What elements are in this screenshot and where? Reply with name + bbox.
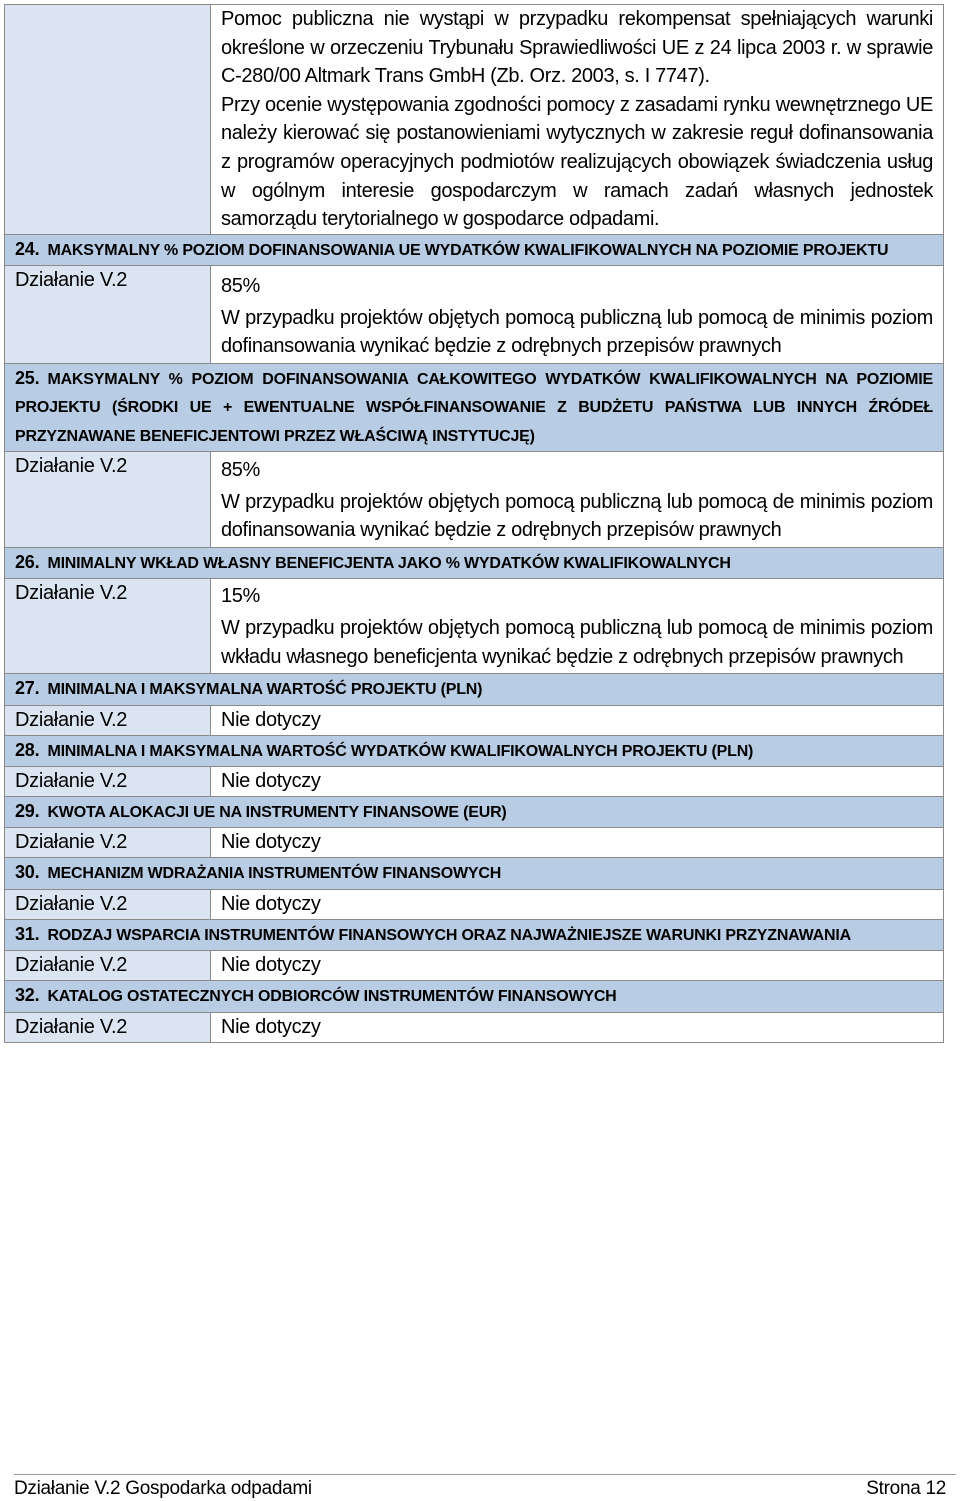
- section-title: RODZAJ WSPARCIA INSTRUMENTÓW FINANSOWYCH ORAZ NAJWAŻNIEJSZE WARUNKI PRZYZNAWANIA: [47, 926, 851, 944]
- section-title: MINIMALNA I MAKSYMALNA WARTOŚĆ PROJEKTU (PLN): [47, 681, 483, 699]
- row-label: Działanie V.2: [5, 452, 211, 547]
- row-label: Działanie V.2: [5, 579, 211, 673]
- row-label: Działanie V.2: [5, 1013, 211, 1042]
- row-value-cell: [211, 579, 943, 673]
- row-value-cell: [211, 266, 943, 363]
- section-title: KWOTA ALOKACJI UE NA INSTRUMENTY FINANSOWE (EUR): [47, 803, 507, 821]
- section-26-header: [4, 548, 944, 579]
- row-note: W przypadku projektów objętych pomocą publiczną lub pomocą de minimis poziom dofinansowania wynikać będzie z odrębnych przepisów prawnych: [221, 306, 933, 358]
- intro-text-cell: [211, 5, 943, 234]
- footer-document-title: Działanie V.2 Gospodarka odpadami: [14, 1478, 312, 1499]
- section-29-row: [4, 828, 944, 858]
- row-value: 15%: [221, 585, 260, 608]
- section-29-header: [4, 797, 944, 828]
- footer-page-number: Strona 12: [866, 1478, 946, 1499]
- section-31-header: [4, 920, 944, 951]
- section-30-row: [4, 890, 944, 920]
- section-24-row: [4, 266, 944, 364]
- section-number: 31.: [15, 923, 40, 944]
- row-value: Nie dotyczy: [221, 831, 321, 854]
- section-27-header: [4, 674, 944, 705]
- section-title: MECHANIZM WDRAŻANIA INSTRUMENTÓW FINANSOWYCH: [47, 865, 502, 883]
- row-value-cell: [211, 452, 943, 547]
- section-number: 32.: [15, 985, 40, 1006]
- row-label: Działanie V.2: [5, 890, 211, 919]
- intro-label-cell: [5, 5, 211, 234]
- section-25-header: [4, 364, 944, 452]
- section-title: MINIMALNY WKŁAD WŁASNY BENEFICJENTA JAKO % WYDATKÓW KWALIFIKOWALNYCH: [47, 554, 731, 572]
- section-32-header: [4, 981, 944, 1012]
- section-number: 29.: [15, 800, 40, 821]
- row-value: Nie dotyczy: [221, 954, 321, 977]
- row-label: Działanie V.2: [5, 266, 211, 363]
- row-value: Nie dotyczy: [221, 892, 321, 915]
- row-note: W przypadku projektów objętych pomocą publiczną lub pomocą de minimis poziom wkładu własnego beneficjenta wynikać będzie z odrębnych przepisów prawnych: [221, 616, 933, 668]
- section-title: MAKSYMALNY % POZIOM DOFINANSOWANIA CAŁKOWITEGO WYDATKÓW KWALIFIKOWALNYCH NA POZIOMIE PROJEKTU (ŚRODKI UE + EWENTUALNE WSPÓŁFINANSOWANIE Z BUDŻETU PAŃSTWA LUB INNYCH ŹRÓDEŁ PRZYZNAWANE BENEFICJENTOWI PRZEZ WŁAŚCIWĄ INSTYTUCJĘ): [15, 370, 933, 445]
- section-32-row: [4, 1013, 944, 1043]
- row-value: 85%: [221, 275, 260, 298]
- row-value: 85%: [221, 459, 260, 482]
- row-value: Nie dotyczy: [221, 769, 321, 792]
- row-value: Nie dotyczy: [221, 1015, 321, 1038]
- section-title: MAKSYMALNY % POZIOM DOFINANSOWANIA UE WYDATKÓW KWALIFIKOWALNYCH NA POZIOMIE PROJEKTU: [47, 241, 889, 259]
- section-number: 26.: [15, 551, 40, 572]
- document-table: [4, 4, 944, 1043]
- section-number: 28.: [15, 739, 40, 760]
- row-value: Nie dotyczy: [221, 708, 321, 731]
- section-number: 24.: [15, 238, 40, 259]
- section-26-row: [4, 579, 944, 674]
- page-footer: [14, 1474, 956, 1500]
- section-number: 27.: [15, 678, 40, 699]
- row-label: Działanie V.2: [5, 951, 211, 980]
- section-31-row: [4, 951, 944, 981]
- row-label: Działanie V.2: [5, 767, 211, 796]
- row-label: Działanie V.2: [5, 706, 211, 735]
- section-title: KATALOG OSTATECZNYCH ODBIORCÓW INSTRUMENTÓW FINANSOWYCH: [47, 988, 617, 1006]
- intro-paragraph-2: Przy ocenie występowania zgodności pomocy z zasadami rynku wewnętrznego UE należy kierować się postanowieniami wytycznych w zakresie reguł dofinansowania z programów operacyjnych podmiotów realizujących obowiązek świadczenia usług w ogólnym interesie gospodarczym w ramach zadań własnych jednostek samorządu terytorialnego w gospodarce odpadami.: [221, 93, 933, 231]
- section-28-row: [4, 767, 944, 797]
- section-number: 25.: [15, 367, 40, 388]
- section-27-row: [4, 706, 944, 736]
- intro-paragraph-1: Pomoc publiczna nie wystąpi w przypadku rekompensat spełniających warunki określone w orzeczeniu Trybunału Sprawiedliwości UE z 24 lipca 2003 r. w sprawie C-280/00 Altmark Trans GmbH (Zb. Orz. 2003, s. I 7747).: [221, 8, 933, 88]
- section-title: MINIMALNA I MAKSYMALNA WARTOŚĆ WYDATKÓW KWALIFIKOWALNYCH PROJEKTU (PLN): [47, 742, 754, 760]
- section-24-header: [4, 235, 944, 266]
- section-30-header: [4, 858, 944, 889]
- section-25-row: [4, 452, 944, 548]
- row-note: W przypadku projektów objętych pomocą publiczną lub pomocą de minimis poziom dofinansowania wynikać będzie z odrębnych przepisów prawnych: [221, 490, 933, 542]
- section-number: 30.: [15, 862, 40, 883]
- intro-row: [4, 4, 944, 235]
- row-label: Działanie V.2: [5, 828, 211, 857]
- section-28-header: [4, 736, 944, 767]
